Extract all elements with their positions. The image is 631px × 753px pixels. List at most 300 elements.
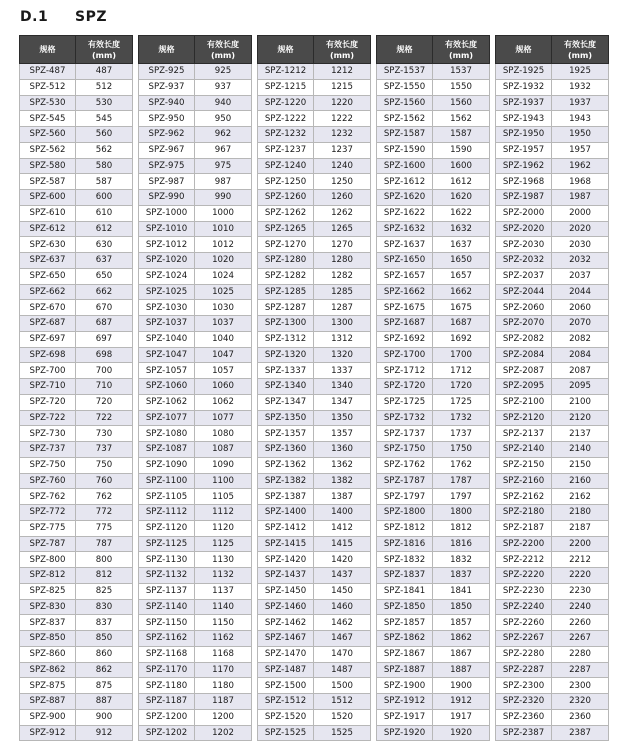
length-cell: 2280 — [552, 646, 609, 662]
table-header-row — [139, 36, 252, 64]
table-row — [139, 221, 252, 237]
spec-cell: SPZ-1047 — [139, 347, 195, 363]
table-row — [258, 331, 371, 347]
table-row — [496, 489, 609, 505]
table-row — [377, 442, 490, 458]
length-cell: 1662 — [433, 284, 490, 300]
length-cell: 1462 — [314, 615, 371, 631]
table-row — [496, 394, 609, 410]
table-row — [20, 457, 133, 473]
length-header-label: 有效长度 — [326, 39, 358, 49]
length-cell: 1675 — [433, 300, 490, 316]
table-row — [258, 489, 371, 505]
length-cell: 1187 — [195, 694, 252, 710]
spec-cell: SPZ-925 — [139, 64, 195, 80]
section-name: SPZ — [75, 9, 107, 25]
table-row — [258, 158, 371, 174]
length-cell: 587 — [76, 174, 133, 190]
spec-cell: SPZ-2060 — [496, 300, 552, 316]
spec-cell: SPZ-1862 — [377, 631, 433, 647]
length-cell: 1700 — [433, 347, 490, 363]
spec-cell: SPZ-1657 — [377, 268, 433, 284]
table-row — [139, 64, 252, 80]
belt-table-column — [495, 35, 609, 741]
spec-cell: SPZ-2267 — [496, 631, 552, 647]
table-row — [377, 253, 490, 269]
table-row — [20, 268, 133, 284]
table-row — [139, 205, 252, 221]
length-cell: 1600 — [433, 158, 490, 174]
spec-cell: SPZ-1437 — [258, 568, 314, 584]
table-row — [20, 410, 133, 426]
table-row — [139, 552, 252, 568]
length-cell: 1832 — [433, 552, 490, 568]
table-row — [20, 79, 133, 95]
spec-cell: SPZ-1637 — [377, 237, 433, 253]
table-row — [377, 536, 490, 552]
length-cell: 1265 — [314, 221, 371, 237]
length-cell: 837 — [76, 615, 133, 631]
table-row — [20, 442, 133, 458]
length-cell: 975 — [195, 158, 252, 174]
table-row — [258, 536, 371, 552]
spec-cell: SPZ-698 — [20, 347, 76, 363]
table-row — [377, 725, 490, 741]
length-cell: 1800 — [433, 505, 490, 521]
length-cell: 875 — [76, 678, 133, 694]
table-row — [20, 473, 133, 489]
length-cell: 962 — [195, 127, 252, 143]
spec-cell: SPZ-1240 — [258, 158, 314, 174]
length-cell: 1900 — [433, 678, 490, 694]
spec-cell: SPZ-1382 — [258, 473, 314, 489]
table-row — [139, 599, 252, 615]
table-row — [377, 568, 490, 584]
spec-cell: SPZ-987 — [139, 174, 195, 190]
spec-cell: SPZ-1692 — [377, 331, 433, 347]
table-row — [496, 95, 609, 111]
length-header-unit: (mm) — [330, 50, 354, 60]
spec-cell: SPZ-860 — [20, 646, 76, 662]
table-row — [258, 473, 371, 489]
length-cell: 1920 — [433, 725, 490, 741]
table-row — [377, 221, 490, 237]
spec-cell: SPZ-1957 — [496, 142, 552, 158]
length-cell: 1560 — [433, 95, 490, 111]
length-cell: 1500 — [314, 678, 371, 694]
spec-cell: SPZ-1180 — [139, 678, 195, 694]
table-row — [139, 709, 252, 725]
length-cell: 1162 — [195, 631, 252, 647]
spec-cell: SPZ-1587 — [377, 127, 433, 143]
spec-cell: SPZ-1170 — [139, 662, 195, 678]
length-cell: 1816 — [433, 536, 490, 552]
table-row — [139, 583, 252, 599]
spec-cell: SPZ-650 — [20, 268, 76, 284]
length-cell: 2032 — [552, 253, 609, 269]
length-cell: 2030 — [552, 237, 609, 253]
spec-cell: SPZ-2032 — [496, 253, 552, 269]
spec-cell: SPZ-1917 — [377, 709, 433, 725]
spec-cell: SPZ-1867 — [377, 646, 433, 662]
length-cell: 512 — [76, 79, 133, 95]
spec-cell: SPZ-730 — [20, 426, 76, 442]
table-row — [139, 631, 252, 647]
table-row — [20, 363, 133, 379]
table-row — [139, 174, 252, 190]
table-row — [20, 64, 133, 80]
spec-cell: SPZ-1357 — [258, 426, 314, 442]
length-cell: 2230 — [552, 583, 609, 599]
spec-cell: SPZ-720 — [20, 394, 76, 410]
length-cell: 830 — [76, 599, 133, 615]
spec-cell: SPZ-1537 — [377, 64, 433, 80]
spec-cell: SPZ-1512 — [258, 694, 314, 710]
spec-cell: SPZ-2150 — [496, 457, 552, 473]
spec-cell: SPZ-1000 — [139, 205, 195, 221]
spec-cell: SPZ-912 — [20, 725, 76, 741]
table-row — [377, 237, 490, 253]
table-row — [139, 678, 252, 694]
table-row — [258, 583, 371, 599]
spec-header: 规格 — [139, 36, 195, 64]
length-header — [195, 36, 252, 64]
spec-cell: SPZ-2084 — [496, 347, 552, 363]
spec-cell: SPZ-1943 — [496, 111, 552, 127]
spec-cell: SPZ-560 — [20, 127, 76, 143]
length-cell: 2180 — [552, 505, 609, 521]
length-cell: 737 — [76, 442, 133, 458]
length-cell: 687 — [76, 316, 133, 332]
length-header-label: 有效长度 — [564, 39, 596, 49]
length-cell: 1387 — [314, 489, 371, 505]
spec-cell: SPZ-750 — [20, 457, 76, 473]
table-row — [258, 678, 371, 694]
spec-cell: SPZ-2387 — [496, 725, 552, 741]
length-cell: 698 — [76, 347, 133, 363]
length-cell: 1057 — [195, 363, 252, 379]
length-cell: 1112 — [195, 505, 252, 521]
table-row — [496, 111, 609, 127]
length-cell: 2100 — [552, 394, 609, 410]
spec-cell: SPZ-1632 — [377, 221, 433, 237]
section-heading — [20, 9, 107, 25]
spec-cell: SPZ-1762 — [377, 457, 433, 473]
length-cell: 1060 — [195, 379, 252, 395]
spec-cell: SPZ-1787 — [377, 473, 433, 489]
spec-cell: SPZ-1057 — [139, 363, 195, 379]
length-cell: 990 — [195, 190, 252, 206]
table-row — [20, 709, 133, 725]
table-row — [377, 457, 490, 473]
spec-cell: SPZ-772 — [20, 505, 76, 521]
spec-cell: SPZ-1500 — [258, 678, 314, 694]
spec-cell: SPZ-967 — [139, 142, 195, 158]
section-code: D.1 — [20, 9, 49, 25]
table-row — [20, 489, 133, 505]
length-header-label: 有效长度 — [445, 39, 477, 49]
table-row — [496, 64, 609, 80]
table-row — [139, 457, 252, 473]
length-cell: 545 — [76, 111, 133, 127]
spec-cell: SPZ-850 — [20, 631, 76, 647]
table-row — [139, 142, 252, 158]
table-row — [20, 583, 133, 599]
length-header — [552, 36, 609, 64]
table-row — [496, 505, 609, 521]
spec-cell: SPZ-1650 — [377, 253, 433, 269]
spec-cell: SPZ-1832 — [377, 552, 433, 568]
spec-cell: SPZ-2137 — [496, 426, 552, 442]
spec-cell: SPZ-1900 — [377, 678, 433, 694]
table-row — [139, 268, 252, 284]
table-row — [377, 631, 490, 647]
length-cell: 1887 — [433, 662, 490, 678]
table-row — [258, 520, 371, 536]
length-cell: 1857 — [433, 615, 490, 631]
table-row — [139, 615, 252, 631]
spec-cell: SPZ-2230 — [496, 583, 552, 599]
table-row — [258, 111, 371, 127]
length-cell: 1762 — [433, 457, 490, 473]
length-cell: 1202 — [195, 725, 252, 741]
table-row — [496, 662, 609, 678]
length-cell: 1105 — [195, 489, 252, 505]
spec-cell: SPZ-837 — [20, 615, 76, 631]
table-row — [139, 379, 252, 395]
table-row — [20, 615, 133, 631]
table-row — [20, 394, 133, 410]
length-cell: 825 — [76, 583, 133, 599]
length-cell: 812 — [76, 568, 133, 584]
spec-cell: SPZ-1987 — [496, 190, 552, 206]
length-cell: 1968 — [552, 174, 609, 190]
length-cell: 1215 — [314, 79, 371, 95]
table-row — [496, 300, 609, 316]
spec-cell: SPZ-737 — [20, 442, 76, 458]
belt-table-column — [19, 35, 133, 741]
table-row — [20, 426, 133, 442]
table-row — [20, 678, 133, 694]
spec-cell: SPZ-1590 — [377, 142, 433, 158]
spec-cell: SPZ-1887 — [377, 662, 433, 678]
length-cell: 1622 — [433, 205, 490, 221]
spec-cell: SPZ-1187 — [139, 694, 195, 710]
table-row — [20, 300, 133, 316]
spec-cell: SPZ-1282 — [258, 268, 314, 284]
spec-cell: SPZ-587 — [20, 174, 76, 190]
table-row — [496, 331, 609, 347]
spec-cell: SPZ-1120 — [139, 520, 195, 536]
length-cell: 1550 — [433, 79, 490, 95]
length-cell: 1420 — [314, 552, 371, 568]
length-cell: 2240 — [552, 599, 609, 615]
table-row — [139, 79, 252, 95]
spec-cell: SPZ-1487 — [258, 662, 314, 678]
length-cell: 1047 — [195, 347, 252, 363]
table-row — [496, 520, 609, 536]
table-row — [496, 694, 609, 710]
spec-cell: SPZ-1467 — [258, 631, 314, 647]
spec-cell: SPZ-2037 — [496, 268, 552, 284]
length-cell: 1512 — [314, 694, 371, 710]
table-row — [377, 205, 490, 221]
length-cell: 650 — [76, 268, 133, 284]
table-row — [377, 694, 490, 710]
spec-cell: SPZ-1812 — [377, 520, 433, 536]
spec-cell: SPZ-600 — [20, 190, 76, 206]
table-row — [139, 505, 252, 521]
table-row — [496, 568, 609, 584]
length-cell: 2140 — [552, 442, 609, 458]
spec-cell: SPZ-1600 — [377, 158, 433, 174]
table-row — [377, 410, 490, 426]
length-cell: 1077 — [195, 410, 252, 426]
table-row — [258, 190, 371, 206]
table-row — [377, 678, 490, 694]
length-cell: 710 — [76, 379, 133, 395]
table-row — [258, 599, 371, 615]
table-row — [139, 520, 252, 536]
length-cell: 2260 — [552, 615, 609, 631]
spec-cell: SPZ-2000 — [496, 205, 552, 221]
spec-cell: SPZ-1920 — [377, 725, 433, 741]
length-cell: 1841 — [433, 583, 490, 599]
spec-cell: SPZ-1300 — [258, 316, 314, 332]
length-header — [76, 36, 133, 64]
length-cell: 1240 — [314, 158, 371, 174]
table-row — [20, 552, 133, 568]
length-cell: 1220 — [314, 95, 371, 111]
spec-cell: SPZ-662 — [20, 284, 76, 300]
table-row — [139, 253, 252, 269]
length-cell: 1080 — [195, 426, 252, 442]
table-row — [258, 363, 371, 379]
spec-cell: SPZ-1040 — [139, 331, 195, 347]
spec-cell: SPZ-1010 — [139, 221, 195, 237]
table-row — [496, 725, 609, 741]
length-cell: 2287 — [552, 662, 609, 678]
table-row — [377, 394, 490, 410]
table-row — [496, 631, 609, 647]
table-row — [496, 583, 609, 599]
length-cell: 1650 — [433, 253, 490, 269]
length-cell: 1025 — [195, 284, 252, 300]
table-row — [139, 662, 252, 678]
spec-cell: SPZ-1025 — [139, 284, 195, 300]
spec-header: 规格 — [258, 36, 314, 64]
table-row — [377, 583, 490, 599]
table-row — [496, 410, 609, 426]
table-row — [258, 568, 371, 584]
spec-cell: SPZ-1857 — [377, 615, 433, 631]
spec-cell: SPZ-1062 — [139, 394, 195, 410]
spec-cell: SPZ-2300 — [496, 678, 552, 694]
table-row — [377, 158, 490, 174]
length-cell: 2160 — [552, 473, 609, 489]
table-row — [139, 331, 252, 347]
table-header-row — [377, 36, 490, 64]
table-row — [496, 347, 609, 363]
length-cell: 1692 — [433, 331, 490, 347]
length-cell: 1962 — [552, 158, 609, 174]
table-row — [20, 190, 133, 206]
length-cell: 2200 — [552, 536, 609, 552]
spec-cell: SPZ-1737 — [377, 426, 433, 442]
spec-cell: SPZ-1962 — [496, 158, 552, 174]
table-row — [20, 205, 133, 221]
length-cell: 1957 — [552, 142, 609, 158]
spec-cell: SPZ-1130 — [139, 552, 195, 568]
spec-cell: SPZ-1662 — [377, 284, 433, 300]
length-cell: 1360 — [314, 442, 371, 458]
spec-cell: SPZ-2260 — [496, 615, 552, 631]
table-row — [377, 64, 490, 80]
length-cell: 2150 — [552, 457, 609, 473]
spec-cell: SPZ-637 — [20, 253, 76, 269]
spec-cell: SPZ-1400 — [258, 505, 314, 521]
length-cell: 1140 — [195, 599, 252, 615]
table-row — [139, 363, 252, 379]
length-cell: 862 — [76, 662, 133, 678]
table-row — [20, 221, 133, 237]
table-row — [258, 347, 371, 363]
length-cell: 487 — [76, 64, 133, 80]
spec-cell: SPZ-1462 — [258, 615, 314, 631]
table-row — [139, 190, 252, 206]
table-row — [496, 442, 609, 458]
length-cell: 1100 — [195, 473, 252, 489]
length-cell: 670 — [76, 300, 133, 316]
length-cell: 940 — [195, 95, 252, 111]
table-row — [20, 127, 133, 143]
length-cell: 2137 — [552, 426, 609, 442]
table-row — [139, 568, 252, 584]
spec-cell: SPZ-2187 — [496, 520, 552, 536]
length-cell: 2095 — [552, 379, 609, 395]
table-row — [258, 552, 371, 568]
table-row — [258, 142, 371, 158]
length-cell: 1347 — [314, 394, 371, 410]
length-cell: 2060 — [552, 300, 609, 316]
spec-cell: SPZ-1612 — [377, 174, 433, 190]
spec-cell: SPZ-1412 — [258, 520, 314, 536]
spec-cell: SPZ-830 — [20, 599, 76, 615]
length-cell: 600 — [76, 190, 133, 206]
spec-cell: SPZ-775 — [20, 520, 76, 536]
spec-cell: SPZ-1797 — [377, 489, 433, 505]
length-cell: 1412 — [314, 520, 371, 536]
spec-cell: SPZ-1312 — [258, 331, 314, 347]
length-cell: 1260 — [314, 190, 371, 206]
spec-cell: SPZ-1750 — [377, 442, 433, 458]
table-row — [139, 394, 252, 410]
table-row — [20, 631, 133, 647]
length-cell: 1450 — [314, 583, 371, 599]
table-row — [496, 79, 609, 95]
length-cell: 2120 — [552, 410, 609, 426]
length-cell: 1357 — [314, 426, 371, 442]
table-row — [139, 95, 252, 111]
spec-cell: SPZ-1287 — [258, 300, 314, 316]
length-cell: 1200 — [195, 709, 252, 725]
table-row — [496, 536, 609, 552]
table-row — [377, 709, 490, 725]
table-row — [496, 646, 609, 662]
table-row — [377, 473, 490, 489]
spec-cell: SPZ-2095 — [496, 379, 552, 395]
table-row — [258, 379, 371, 395]
